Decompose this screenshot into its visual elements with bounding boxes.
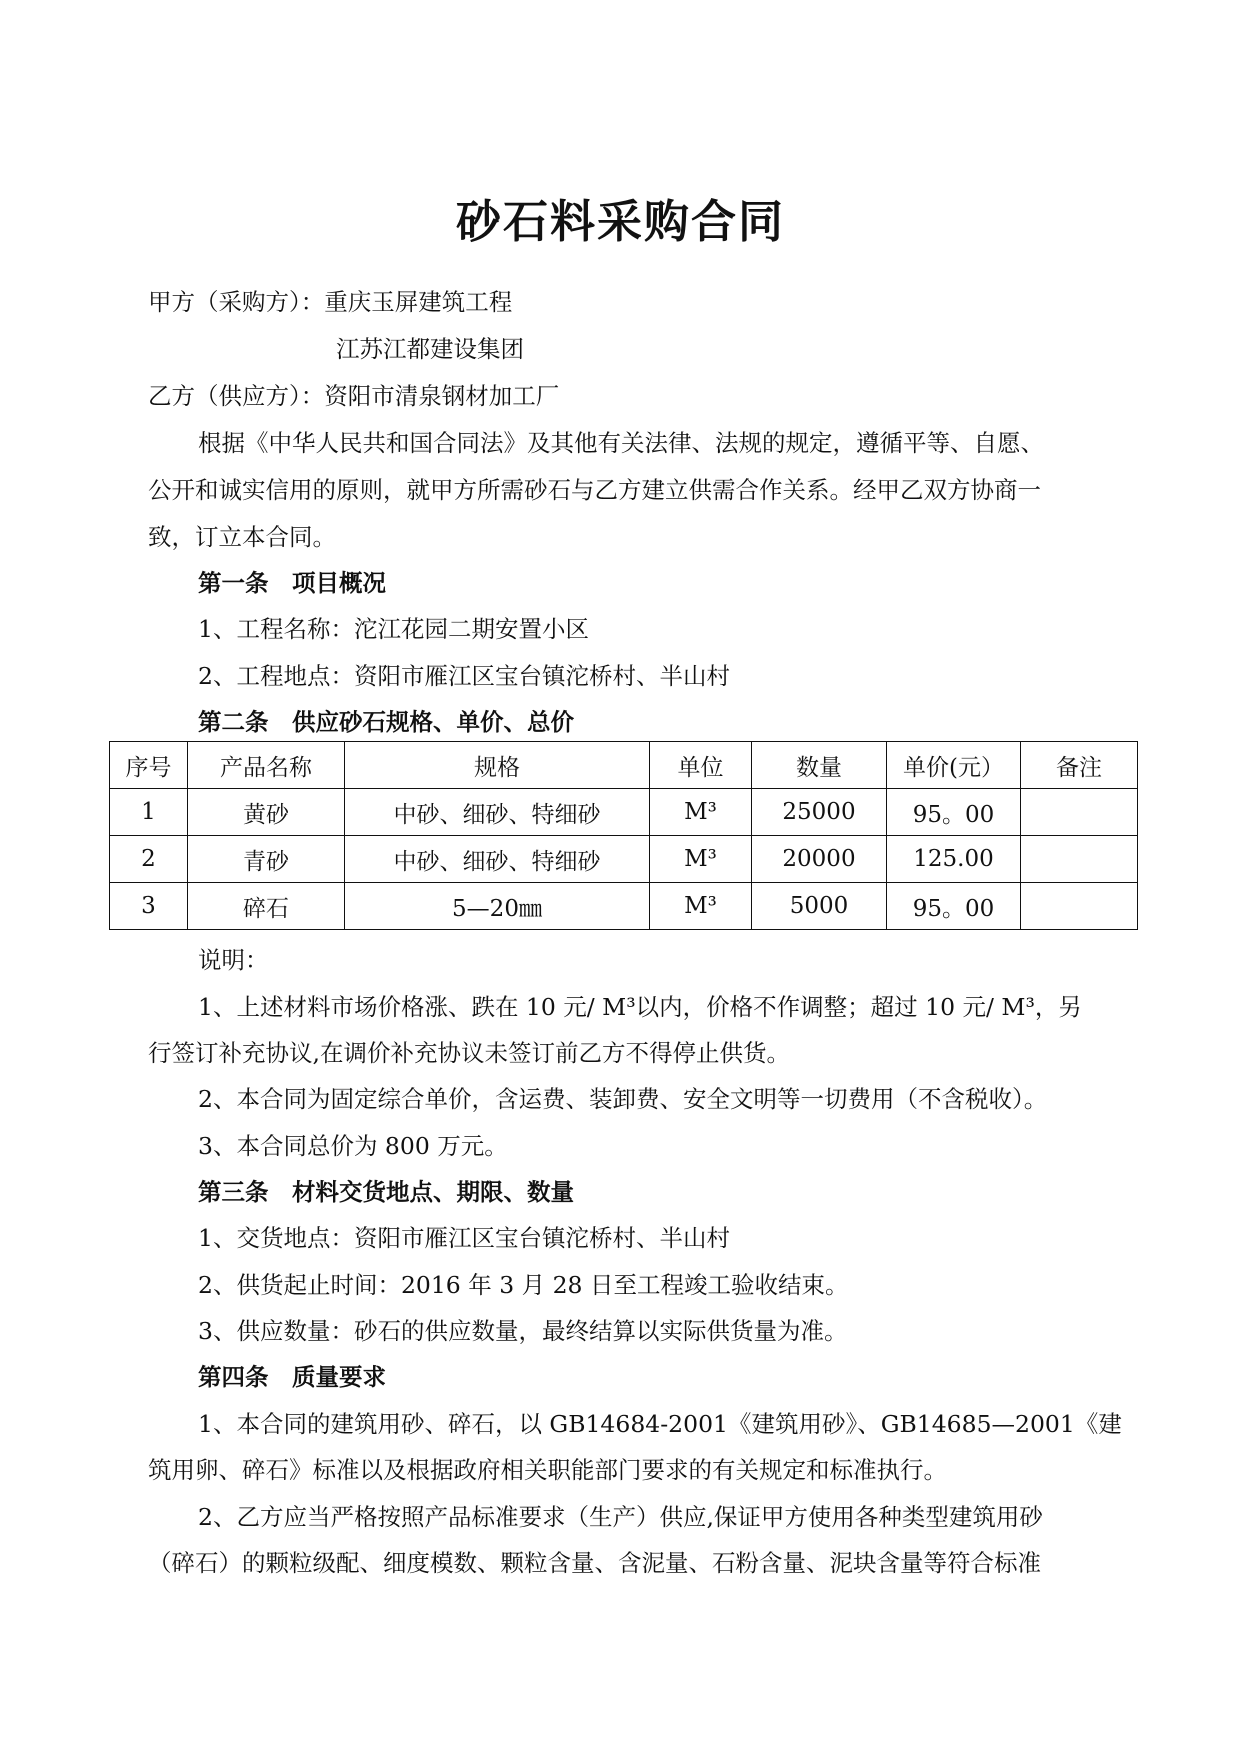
article2-heading: 第二条 供应砂石规格、单价、总价 [198, 708, 574, 736]
header-remarks: 备注 [1021, 742, 1138, 789]
cell-unit-price: 95。00 [887, 883, 1021, 930]
header-quantity: 数量 [752, 742, 887, 789]
party-a-label: 甲方（采购方）： [148, 288, 325, 316]
cell-index: 1 [110, 789, 188, 836]
intro-line-1: 根据《中华人民共和国合同法》及其他有关法律、法规的规定，遵循平等、自愿、 [198, 429, 1044, 457]
cell-remarks [1021, 836, 1138, 883]
article1-item-2: 2、工程地点：资阳市雁江区宝台镇沱桥村、半山村 [198, 662, 730, 690]
header-product: 产品名称 [188, 742, 345, 789]
cell-spec: 中砂、细砂、特细砂 [345, 789, 650, 836]
article4-line-3: 2、乙方应当严格按照产品标准要求（生产）供应,保证甲方使用各种类型建筑用砂 [198, 1503, 1043, 1531]
cell-index: 2 [110, 836, 188, 883]
cell-spec: 5—20㎜ [345, 883, 650, 930]
party-a-name-1: 重庆玉屏建筑工程 [324, 288, 513, 316]
cell-unit: M³ [650, 883, 752, 930]
article1-heading: 第一条 项目概况 [198, 569, 386, 597]
notes-line-2: 行签订补充协议,在调价补充协议未签订前乙方不得停止供货。 [148, 1039, 790, 1067]
table-header-row [110, 742, 1138, 789]
cell-quantity: 20000 [752, 836, 887, 883]
cell-spec: 中砂、细砂、特细砂 [345, 836, 650, 883]
article1-item-1: 1、工程名称：沱江花园二期安置小区 [198, 615, 589, 643]
article3-heading: 第三条 材料交货地点、期限、数量 [198, 1178, 574, 1206]
notes-line-3: 2、本合同为固定综合单价，含运费、装卸费、安全文明等一切费用（不含税收）。 [198, 1085, 1048, 1113]
table-row [110, 836, 1138, 883]
party-b-label: 乙方（供应方）： [148, 382, 325, 410]
party-a-line [148, 286, 512, 318]
document-title: 砂石料采购合同 [455, 195, 785, 248]
article3-item-1: 1、交货地点：资阳市雁江区宝台镇沱桥村、半山村 [198, 1224, 730, 1252]
table-row [110, 883, 1138, 930]
intro-line-2: 公开和诚实信用的原则，就甲方所需砂石与乙方建立供需合作关系。经甲乙双方协商一 [148, 476, 1041, 504]
table-row [110, 789, 1138, 836]
cell-unit: M³ [650, 836, 752, 883]
header-index: 序号 [110, 742, 188, 789]
cell-remarks [1021, 789, 1138, 836]
spec-table [109, 741, 1138, 930]
notes-line-4: 3、本合同总价为 800 万元。 [198, 1132, 508, 1160]
cell-remarks [1021, 883, 1138, 930]
article4-heading: 第四条 质量要求 [198, 1363, 386, 1391]
header-unit: 单位 [650, 742, 752, 789]
cell-product: 青砂 [188, 836, 345, 883]
cell-product: 碎石 [188, 883, 345, 930]
notes-line-1: 1、上述材料市场价格涨、跌在 10 元/ M³以内，价格不作调整；超过 10 元/ M³，另 [198, 993, 1082, 1021]
party-a-name-2: 江苏江都建设集团 [336, 335, 524, 363]
cell-quantity: 25000 [752, 789, 887, 836]
cell-index: 3 [110, 883, 188, 930]
article3-item-3: 3、供应数量：砂石的供应数量，最终结算以实际供货量为准。 [198, 1317, 848, 1345]
notes-label: 说明： [198, 946, 269, 974]
intro-line-3: 致，订立本合同。 [148, 523, 336, 551]
cell-quantity: 5000 [752, 883, 887, 930]
article4-line-1: 1、本合同的建筑用砂、碎石，以 GB14684-2001《建筑用砂》、GB14685—2001《建 [198, 1410, 1122, 1438]
cell-unit: M³ [650, 789, 752, 836]
article3-item-2: 2、供货起止时间：2016 年 3 月 28 日至工程竣工验收结束。 [198, 1271, 849, 1299]
header-unit-price: 单价(元） [887, 742, 1021, 789]
article4-line-2: 筑用卵、碎石》标准以及根据政府相关职能部门要求的有关规定和标准执行。 [148, 1456, 947, 1484]
party-b-name: 资阳市清泉钢材加工厂 [324, 382, 560, 410]
cell-unit-price: 125.00 [887, 836, 1021, 883]
cell-unit-price: 95。00 [887, 789, 1021, 836]
cell-product: 黄砂 [188, 789, 345, 836]
article4-line-4: （碎石）的颗粒级配、细度模数、颗粒含量、含泥量、石粉含量、泥块含量等符合标准 [148, 1549, 1041, 1577]
header-spec: 规格 [345, 742, 650, 789]
party-b-line [148, 380, 559, 412]
